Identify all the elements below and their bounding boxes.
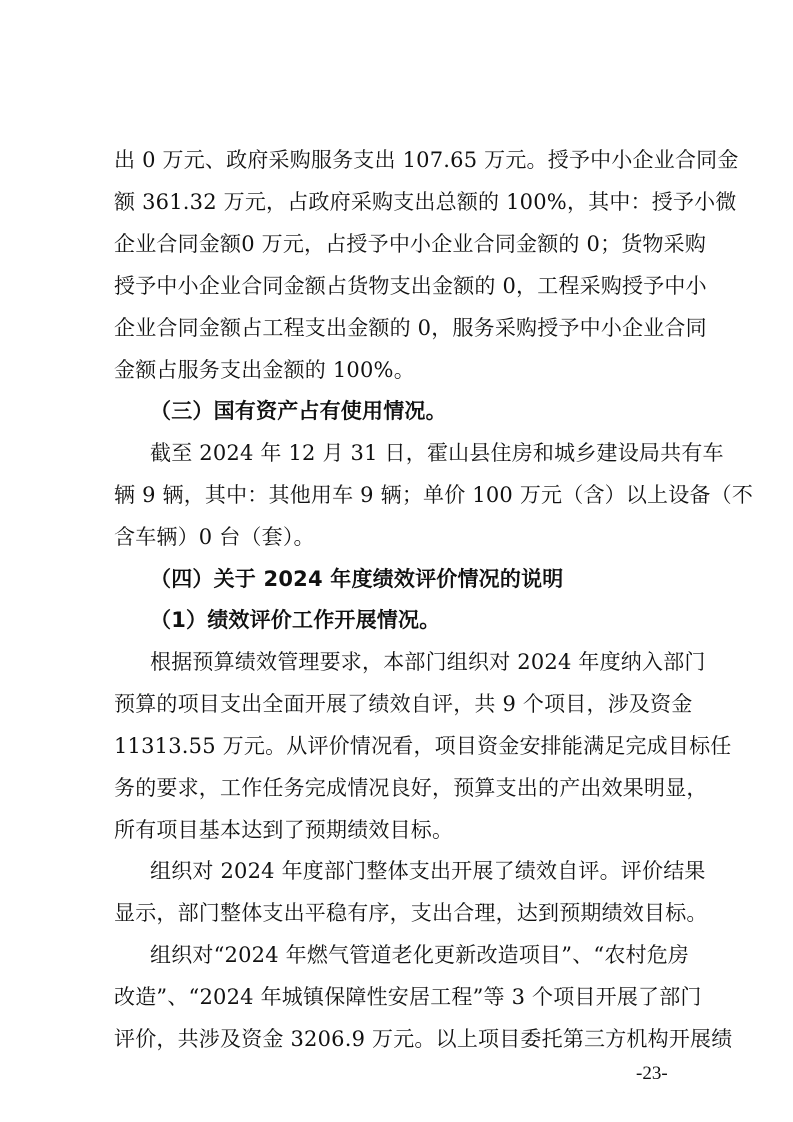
paragraph-line: 含车辆）0 台（套）。 <box>114 525 315 549</box>
paragraph-line: 辆 9 辆，其中：其他用车 9 辆；单价 100 万元（含）以上设备（不 <box>114 483 754 507</box>
paragraph-line: 改造”、“2024 年城镇保障性安居工程”等 3 个项目开展了部门 <box>114 985 702 1009</box>
paragraph-line: 显示，部门整体支出平稳有序，支出合理，达到预期绩效目标。 <box>114 901 708 925</box>
paragraph-line: 预算的项目支出全面开展了绩效自评，共 9 个项目，涉及资金 <box>114 692 693 716</box>
paragraph-line: 截至 2024 年 12 月 31 日，霍山县住房和城乡建设局共有车 <box>150 441 724 465</box>
paragraph-line: 出 0 万元、政府采购服务支出 107.65 万元。授予中小企业合同金 <box>114 148 739 172</box>
section-heading: （四）关于 2024 年度绩效评价情况的说明 <box>150 567 564 591</box>
paragraph-line: 所有项目基本达到了预期绩效目标。 <box>114 818 454 842</box>
paragraph-line: 务的要求，工作任务完成情况良好，预算支出的产出效果明显， <box>114 776 708 800</box>
paragraph-line: 评价，共涉及资金 3206.9 万元。以上项目委托第三方机构开展绩 <box>114 1027 733 1051</box>
paragraph-line: 金额占服务支出金额的 100%。 <box>114 358 415 382</box>
paragraph-line: 企业合同金额占工程支出金额的 0，服务采购授予中小企业合同 <box>114 316 707 340</box>
paragraph-line: 组织对“2024 年燃气管道老化更新改造项目”、“农村危房 <box>150 943 690 967</box>
paragraph-line: 根据预算绩效管理要求，本部门组织对 2024 年度纳入部门 <box>150 650 706 674</box>
section-heading: （三）国有资产占有使用情况。 <box>150 399 447 423</box>
page-number: -23- <box>636 1063 668 1084</box>
paragraph-line: 额 361.32 万元，占政府采购支出总额的 100%，其中：授予小微 <box>114 190 737 214</box>
paragraph-line: 企业合同金额0 万元，占授予中小企业合同金额的 0；货物采购 <box>114 232 707 256</box>
paragraph-line: 11313.55 万元。从评价情况看，项目资金安排能满足完成目标任 <box>114 734 732 758</box>
paragraph-line: 组织对 2024 年度部门整体支出开展了绩效自评。评价结果 <box>150 859 706 883</box>
paragraph-line: 授予中小企业合同金额占货物支出金额的 0，工程采购授予中小 <box>114 274 707 298</box>
subsection-heading: （1）绩效评价工作开展情况。 <box>150 608 441 632</box>
